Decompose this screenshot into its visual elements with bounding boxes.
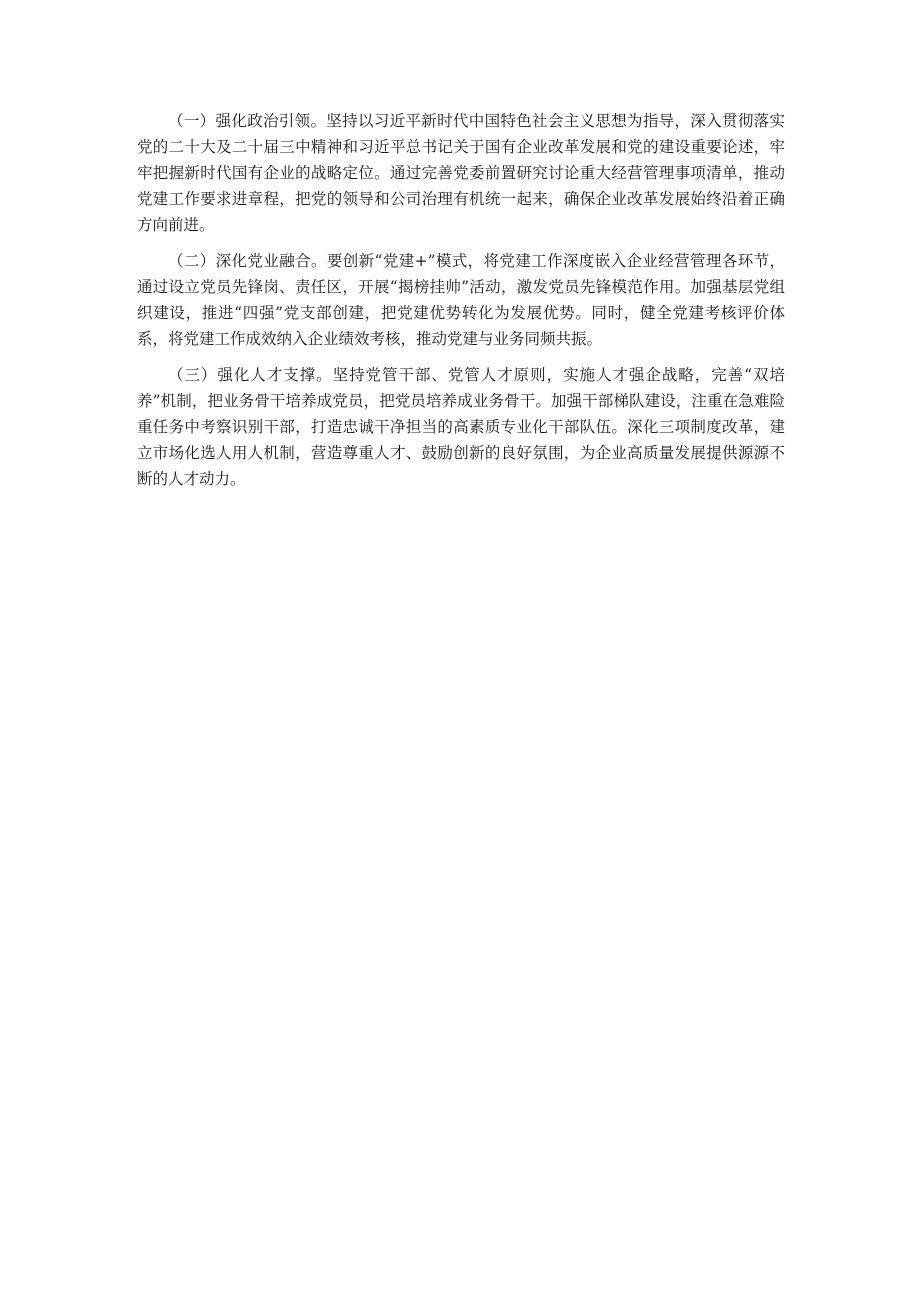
document-body	[137, 108, 785, 502]
paragraph-party-business-integration: （二）深化党业融合。要创新“党建+”模式，将党建工作深度嵌入企业经营管理各环节，通过设立党员先锋岗、责任区，开展“揭榜挂帅”活动，激发党员先锋模范作用。加强基层党组织建设，推进“四强”党支部创建，把党建优势转化为发展优势。同时，健全党建考核评价体系，将党建工作成效纳入企业绩效考核，推动党建与业务同频共振。	[137, 252, 785, 348]
paragraph-talent-support: （三）强化人才支撑。坚持党管干部、党管人才原则，实施人才强企战略，完善“双培养”机制，把业务骨干培养成党员，把党员培养成业务骨干。加强干部梯队建设，注重在急难险重任务中考察识别干部，打造忠诚干净担当的高素质专业化干部队伍。深化三项制度改革，建立市场化选人用人机制，营造尊重人才、鼓励创新的良好氛围，为企业高质量发展提供源源不断的人才动力。	[137, 366, 785, 488]
paragraph-political-leadership: （一）强化政治引领。坚持以习近平新时代中国特色社会主义思想为指导，深入贯彻落实党的二十大及二十届三中精神和习近平总书记关于国有企业改革发展和党的建设重要论述，牢牢把握新时代国有企业的战略定位。通过完善党委前置研究讨论重大经营管理事项清单，推动党建工作要求进章程，把党的领导和公司治理有机统一起来，确保企业改革发展始终沿着正确方向前进。	[137, 112, 785, 234]
